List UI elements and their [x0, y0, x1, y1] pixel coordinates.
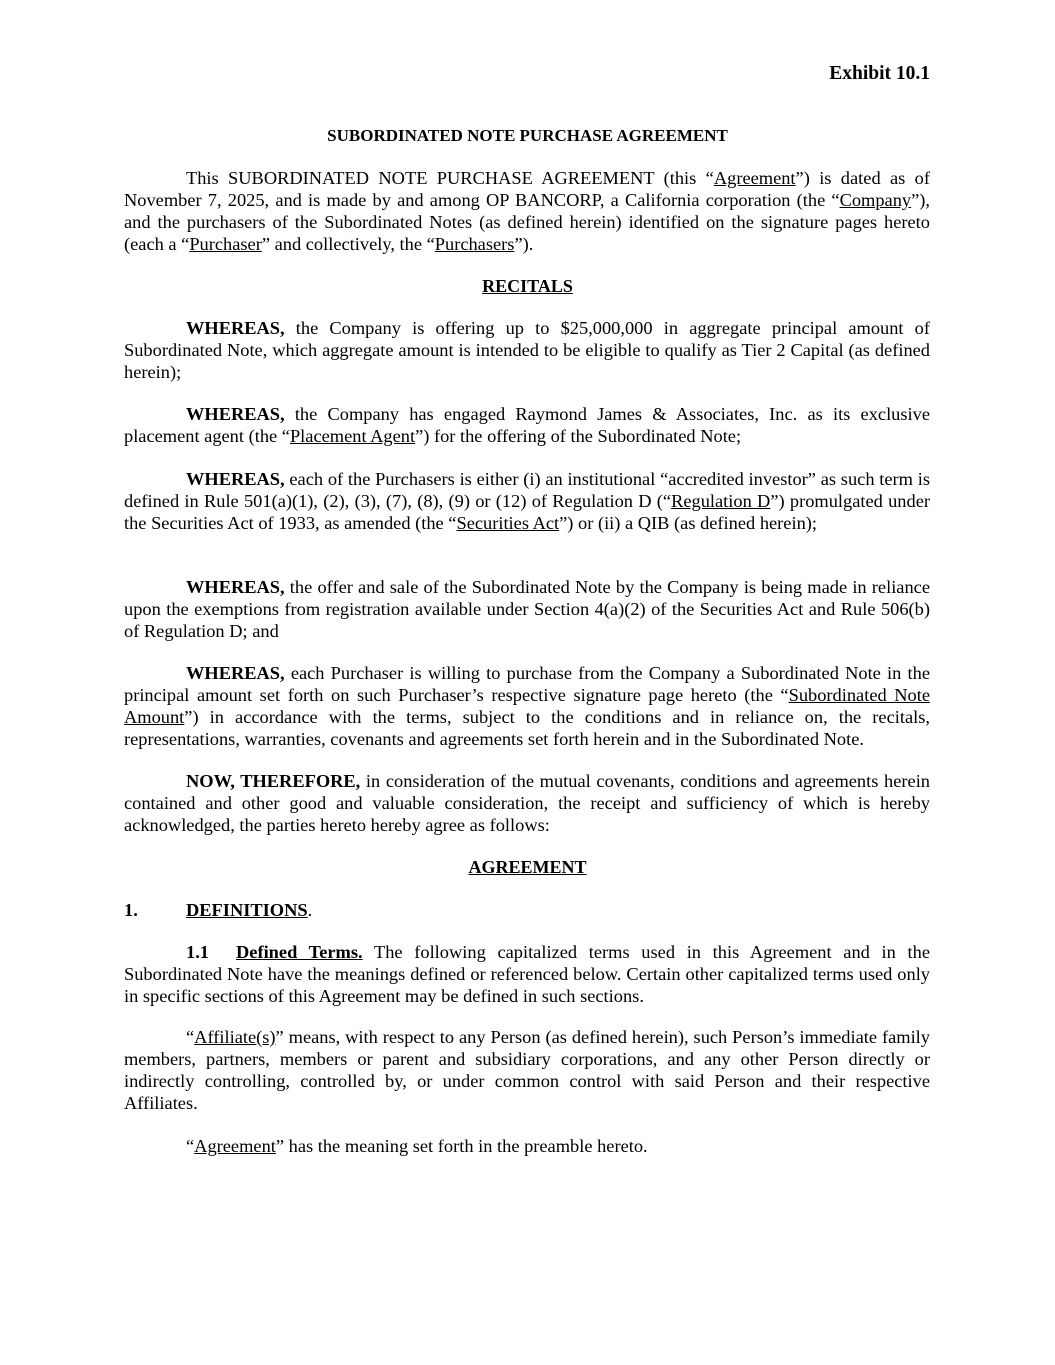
exhibit-label: Exhibit 10.1 [829, 63, 930, 84]
defined-term-company: Company [839, 190, 912, 210]
agreement-heading: AGREEMENT [468, 857, 587, 877]
defined-term-regulation-d: Regulation D [671, 491, 771, 511]
defined-term-placement-agent: Placement Agent [289, 426, 416, 446]
now-therefore-paragraph: NOW, THEREFORE, in consideration of the mutual covenants, conditions and agreements herein contained and other good and valuable consideration, the receipt and sufficiency of which is hereby acknowledged, the parties hereto hereby agree as follows: [124, 771, 930, 835]
defined-term-affiliates: Affiliate(s) [194, 1027, 276, 1047]
section-1-number: 1. [124, 900, 138, 920]
defined-term-purchasers: Purchasers [434, 234, 515, 254]
recital-paragraph-1: WHEREAS, the Company is offering up to $25,000,000 in aggregate principal amount of Subordinated Note, which aggregate amount is intended to be eligible to qualify as Tier 2 Capital (as defined herein); [124, 318, 930, 382]
recital-paragraph-2: WHEREAS, the Company has engaged Raymond James & Associates, Inc. as its exclusive placement agent (the “Placement Agent”) for the offering of the Subordinated Note; [124, 404, 930, 446]
recital-paragraph-4: WHEREAS, the offer and sale of the Subordinated Note by the Company is being made in reliance upon the exemptions from registration available under Section 4(a)(2) of the Securities Act and Rule 506(b) of Regulation D; and [124, 577, 930, 641]
recital-paragraph-5: WHEREAS, each Purchaser is willing to purchase from the Company a Subordinated Note in the principal amount set forth on such Purchaser’s respective signature page hereto (the “Subordinated Note Amount”) in accordance with the terms, subject to the conditions and in reliance on, the recitals, representations, warranties, covenants and agreements set forth herein and in the Subordinated Note. [124, 663, 931, 749]
defined-term-purchaser: Purchaser [189, 234, 262, 254]
document-title: SUBORDINATED NOTE PURCHASE AGREEMENT [327, 126, 728, 145]
section-1-1-title: Defined Terms. [236, 942, 363, 962]
preamble-paragraph: This SUBORDINATED NOTE PURCHASE AGREEMENT (this “Agreement”) is dated as of November 7, 2025, and is made by and among OP BANCORP, a California corporation (the “Company”), and the purchasers of the Subordinated Notes (as defined herein) identified on the signature pages hereto (each a “Purchaser” and collectively, the “Purchasers”). [124, 168, 930, 254]
recital-paragraph-3: WHEREAS, each of the Purchasers is either (i) an institutional “accredited investor” as such term is defined in Rule 501(a)(1), (2), (3), (7), (8), (9) or (12) of Regulation D (“Regulation D”) promulgated under the Securities Act of 1933, as amended (the “Securities Act”) or (ii) a QIB (as defined herein); [124, 469, 930, 533]
recitals-heading: RECITALS [482, 276, 573, 296]
definition-agreement: “Agreement” has the meaning set forth in the preamble hereto. [186, 1136, 648, 1156]
defined-term-subordinated-note-amount: Subordinated Note Amount [124, 685, 931, 727]
defined-term-agreement-def: Agreement [194, 1136, 276, 1156]
definition-affiliates: “Affiliate(s)” means, with respect to any Person (as defined herein), such Person’s immediate family members, partners, members or parent and subsidiary corporations, and any other Person directly or indirectly controlling, controlled by, or under common control with said Person and their respective Affiliates. [124, 1027, 930, 1113]
defined-term-securities-act: Securities Act [456, 513, 560, 533]
section-1-1-number: 1.1 [186, 942, 209, 962]
defined-term-agreement: Agreement [713, 168, 796, 188]
section-1-title: DEFINITIONS. [186, 900, 313, 920]
section-1-1-paragraph: 1.1 Defined Terms. The following capitalized terms used in this Agreement and in the Subordinated Note have the meanings defined or referenced below. Certain other capitalized terms used only in specific sections of this Agreement may be defined in such sections. [124, 942, 930, 1006]
